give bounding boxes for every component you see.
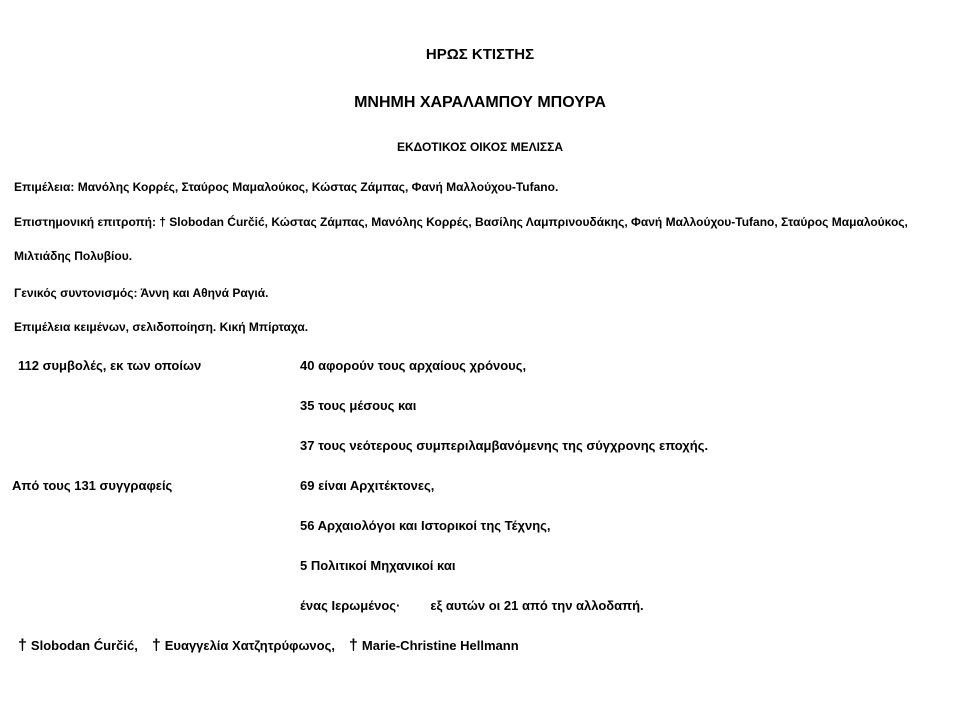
editing-credits: Επιμέλεια: Μανόλης Κορρές, Σταύρος Μαμαλούκος, Κώστας Ζάμπας, Φανή Μαλλούχου-Tufano.: [14, 180, 559, 194]
contributions-medieval: 35 τους μέσους και: [300, 398, 417, 413]
authors-architects: 69 είναι Αρχιτέκτονες,: [300, 478, 435, 493]
authors-clergy-line: [300, 598, 644, 618]
text-editing-credits: Επιμέλεια κειμένων, σελιδοποίηση. Κική Μπίρταχα.: [14, 320, 309, 334]
authors-engineers: 5 Πολιτικοί Μηχανικοί και: [300, 558, 456, 573]
memorial-line: [18, 637, 519, 655]
authors-clergy: ένας Ιερωμένος·: [300, 598, 401, 613]
authors-archaeologists: 56 Αρχαιολόγοι και Ιστορικοί της Τέχνης,: [300, 518, 551, 533]
authors-abroad: εξ αυτών οι 21 από την αλλοδαπή.: [430, 598, 644, 613]
contributions-modern: 37 τους νεότερους συμπεριλαμβανόμενης της σύγχρονης εποχής.: [300, 438, 709, 453]
scientific-committee: Επιστημονική επιτροπή: † Slobodan Ćurčić, Κώστας Ζάμπας, Μανόλης Κορρές, Βασίλης Λαμπρινουδάκης, Φανή Μαλλούχου-Tufano, Σταύρος Μαμαλούκος, Μιλτιάδης Πολυβίου.: [14, 215, 908, 263]
contributions-label: 112 συμβολές, εκ των οποίων: [18, 358, 202, 373]
memorial-name: Marie-Christine Hellmann: [361, 638, 519, 653]
general-coordination: Γενικός συντονισμός: Άννη και Αθηνά Ραγιά.: [14, 286, 269, 300]
memorial-name: Slobodan Ćurčić,: [30, 638, 138, 653]
memorial-name: Ευαγγελία Χατζητρύφωνος,: [164, 638, 335, 653]
cross-icon: †: [151, 637, 161, 654]
cross-icon: †: [348, 637, 358, 654]
contributions-ancient: 40 αφορούν τους αρχαίους χρόνους,: [300, 358, 527, 373]
authors-label: Από τους 131 συγγραφείς: [12, 478, 173, 493]
cross-icon: †: [18, 637, 27, 654]
book-title: ΗΡΩΣ ΚΤΙΣΤΗΣ: [425, 46, 535, 63]
publisher-name: ΕΚΔΟΤΙΚΟΣ ΟΙΚΟΣ ΜΕΛΙΣΣΑ: [396, 140, 563, 154]
book-subtitle: ΜΝΗΜΗ ΧΑΡΑΛΑΜΠΟΥ ΜΠΟΥΡΑ: [354, 94, 606, 111]
